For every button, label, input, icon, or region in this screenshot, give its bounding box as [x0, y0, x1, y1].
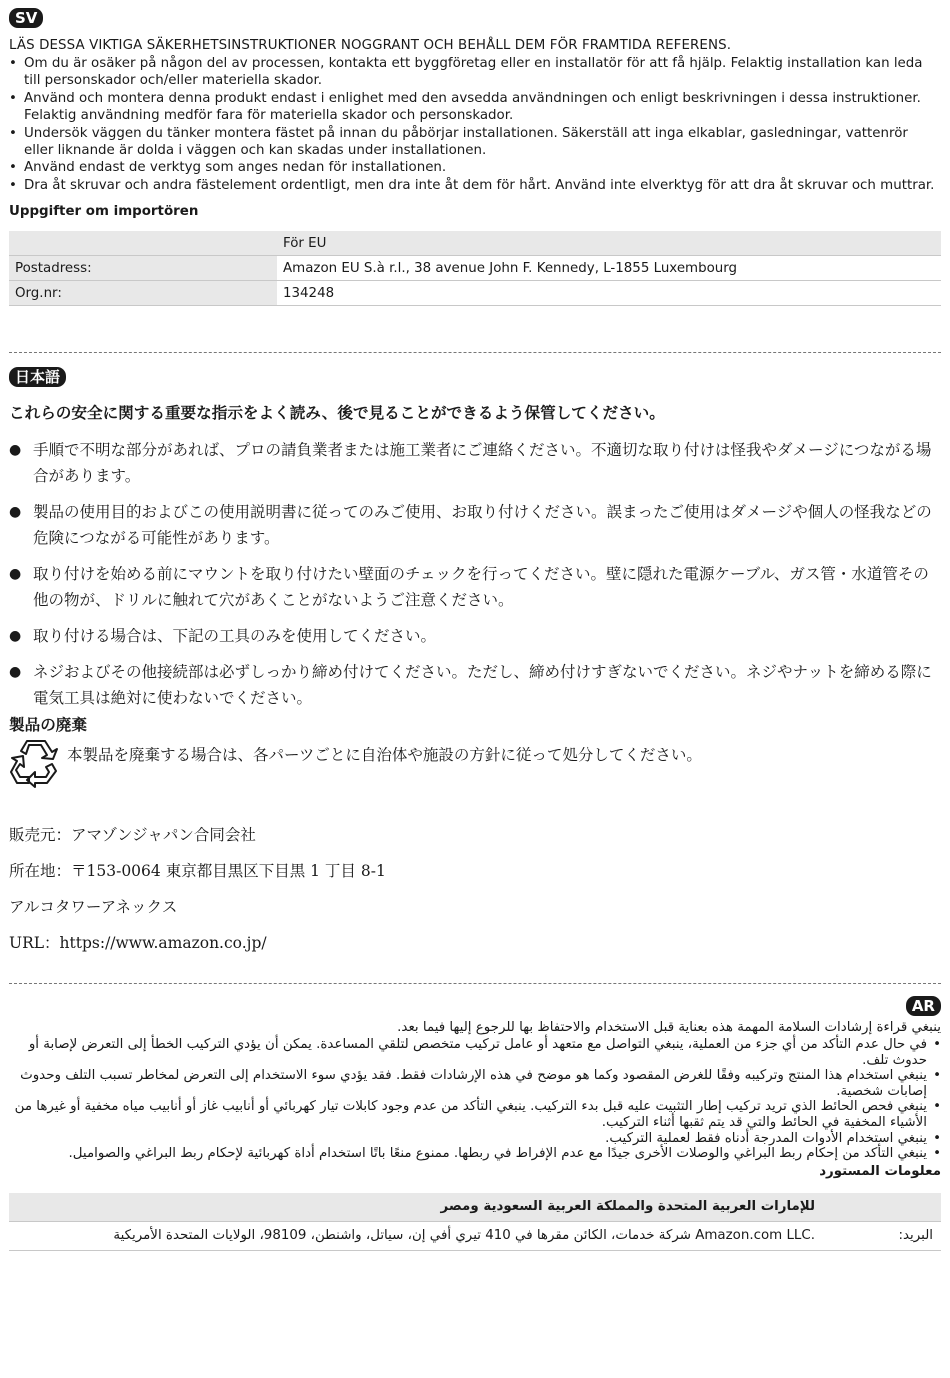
- ja-disposal-text: 本製品を廃棄する場合は、各パーツごとに自治体や施設の方針に従って処分してください。: [67, 746, 702, 764]
- ja-seller: 販売元：アマゾンジャパン合同会社: [9, 826, 256, 844]
- ar-intro: ينبغي قراءة إرشادات السلامة المهمة هذه بعناية قبل الاستخدام والاحتفاظ بها للرجوع إليها فيما بعد.: [397, 1020, 941, 1035]
- table-label-cell: Org.nr:: [9, 281, 277, 306]
- ar-importer-table: [9, 1193, 941, 1251]
- table-row: [9, 1221, 941, 1250]
- list-item: • في حال عدم التأكد من أي جزء من العملية، ينبغي التواصل مع متعهد أو عامل تركيب متخصص لتلقي المساعدة. يمكن أن يؤدي التركيب الخطأ إلى التعرض لإصابة أو حدوث تلف.: [9, 1037, 941, 1068]
- table-header-cell: För EU: [277, 231, 941, 256]
- table-value-cell: Amazon EU S.à r.l., 38 avenue John F. Kennedy, L-1855 Luxembourg: [277, 256, 941, 281]
- list-item: • Om du är osäker på någon del av processen, kontakta ett byggföretag eller en installatör för att få hjälp. Felaktig installation kan leda till personskador och/eller materiella skador.: [9, 55, 941, 90]
- sv-instruction-list: [9, 55, 941, 194]
- language-badge-ja: 日本語: [9, 367, 66, 387]
- ja-disposal-row: [9, 739, 941, 789]
- language-badge-ar: AR: [906, 996, 941, 1016]
- list-item: • ينبغي التأكد من إحكام ربط البراغي والوصلات الأخرى جيدًا مع عدم الإفراط في ربطها. ممنوع منعًا باتًا استخدام أداة كهربائية لإحكام ربط البراغي والصواميل.: [9, 1146, 941, 1162]
- sv-heading: LÄS DESSA VIKTIGA SÄKERHETSINSTRUKTIONER NOGGRANT OCH BEHÅLL DEM FÖR FRAMTIDA REFERENS.: [9, 38, 732, 53]
- ja-disposal-heading: 製品の廃棄: [9, 716, 87, 734]
- section-divider: [9, 352, 941, 353]
- list-item: ● 取り付ける場合は、下記の工具のみを使用してください。: [9, 623, 941, 649]
- list-item: ● ネジおよびその他接続部は必ずしっかり締め付けてください。ただし、締め付けすぎないでください。ネジやナットを締める際に電気工具は絶対に使わないでください。: [9, 659, 941, 711]
- list-item: • Använd endast de verktyg som anges nedan för installationen.: [9, 159, 941, 176]
- table-row: [9, 256, 941, 281]
- ja-company-info: [9, 817, 941, 961]
- recycle-icon: [9, 739, 61, 789]
- list-item: • ينبغي استخدام الأدوات المدرجة أدناه فقط لعملية التركيب.: [9, 1131, 941, 1147]
- ja-heading: これらの安全に関する重要な指示をよく読み、後で見ることができるよう保管してください。: [9, 404, 665, 422]
- section-swedish: [9, 8, 941, 306]
- list-item: • Undersök väggen du tänker montera fästet på innan du påbörjar installationen. Säkerställ att inga elkablar, gasledningar, vattenrör eller liknande är dolda i väggen och kan skadas under installationen.: [9, 125, 941, 160]
- list-item: • ينبغي استخدام هذا المنتج وتركيبه وفقًا للغرض المقصود وكما هو موضح في هذه الإرشادات فقط. فقد يؤدي سوء الاستخدام إلى التعرض لمخاطر تسبب التلف وحدوث إصابات شخصية.: [9, 1068, 941, 1099]
- ar-instruction-list: [9, 1037, 941, 1162]
- list-item: ● 手順で不明な部分があれば、プロの請負業者または施工業者にご連絡ください。不適切な取り付けは怪我やダメージにつながる場合があります。: [9, 437, 941, 489]
- section-arabic: [9, 996, 941, 1251]
- ja-building: アルコタワーアネックス: [9, 898, 178, 916]
- list-item: • ينبغي فحص الحائط الذي تريد تركيب إطار التثبيت عليه قبل بدء التركيب. ينبغي التأكد من عدم وجود كابلات تيار كهربائي أو أنابيب غاز أو أنابيب مياه مخفية أو غيرها من الأشياء المخفية في الحائط والتي قد يتم ثقبها أثناء التركيب.: [9, 1099, 941, 1130]
- table-header-cell: للإمارات العربية المتحدة والمملكة العربية السعودية ومصر: [9, 1193, 823, 1222]
- table-label-cell: Postadress:: [9, 256, 277, 281]
- section-divider: [9, 983, 941, 984]
- table-row: [9, 1193, 941, 1222]
- table-value-cell: 134248: [277, 281, 941, 306]
- table-row: [9, 231, 941, 256]
- sv-importer-table: [9, 231, 941, 306]
- ar-importer-heading: معلومات المستورد: [819, 1163, 941, 1179]
- language-badge-sv: SV: [9, 8, 43, 28]
- table-row: [9, 281, 941, 306]
- table-label-cell: البريد:: [823, 1221, 941, 1250]
- list-item: • Dra åt skruvar och andra fästelement ordentligt, men dra inte åt dem för hårt. Använd inte elverktyg för att dra åt skruvar och muttrar.: [9, 177, 941, 194]
- table-value-cell: .Amazon.com LLC شركة خدمات، الكائن مقرها في 410 تيري أفي إن، سياتل، واشنطن، 98109، الولايات المتحدة الأمريكية: [9, 1221, 823, 1250]
- ja-address: 所在地：〒153-0064 東京都目黒区下目黒 1 丁目 8-1: [9, 862, 386, 880]
- ja-instruction-list: [9, 437, 941, 711]
- list-item: • Använd och montera denna produkt endast i enlighet med den avsedda användningen och enligt beskrivningen i dessa instruktioner. Felaktig användning medför fara för materiella skador och personskador.: [9, 90, 941, 125]
- section-japanese: [9, 367, 941, 961]
- list-item: ● 取り付けを始める前にマウントを取り付けたい壁面のチェックを行ってください。壁に隠れた電源ケーブル、ガス管・水道管その他の物が、ドリルに触れて穴があくことがないようご注意ください。: [9, 561, 941, 613]
- ja-url: URL：https://www.amazon.co.jp/: [9, 934, 267, 952]
- sv-importer-heading: Uppgifter om importören: [9, 204, 199, 220]
- list-item: ● 製品の使用目的およびこの使用説明書に従ってのみご使用、お取り付けください。誤まったご使用はダメージや個人の怪我などの危険につながる可能性があります。: [9, 499, 941, 551]
